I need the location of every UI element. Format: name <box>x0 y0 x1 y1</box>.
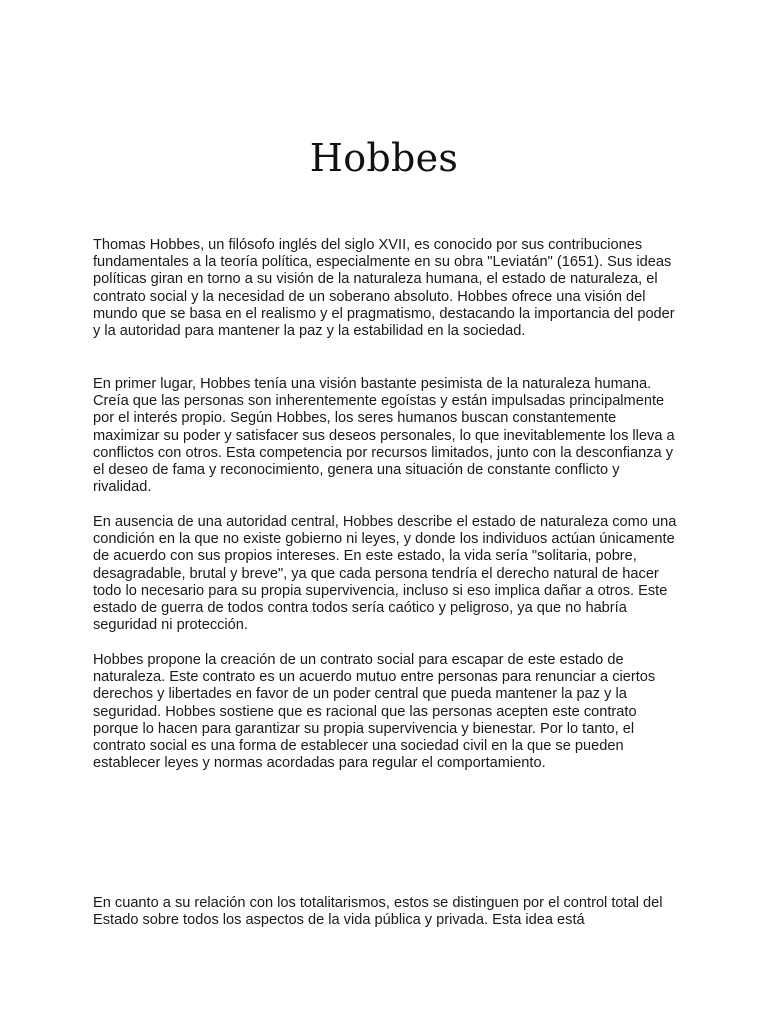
paragraph-4: Hobbes propone la creación de un contrato social para escapar de este estado de naturaleza. Este contrato es un acuerdo mutuo entre personas para renunciar a ciertos derechos y libertades en favor de un poder central que pueda mantener la paz y la seguridad. Hobbes sostiene que es racional que las personas acepten este contrato porque lo hacen para garantizar su propia supervivencia y bienestar. Por lo tanto, el contrato social es una forma de establecer una sociedad civil en la que se pueden establecer leyes y normas acordadas para regular el comportamiento. <box>93 652 656 772</box>
paragraph-5: En cuanto a su relación con los totalitarismos, estos se distinguen por el control total del Estado sobre todos los aspectos de la vida pública y privada. Esta idea está <box>93 895 663 929</box>
paragraph-2: En primer lugar, Hobbes tenía una visión bastante pesimista de la naturaleza humana. Creía que las personas son inherentemente egoístas y están impulsadas principalmente por el interés propio. Según Hobbes, los seres humanos buscan constantemente maximizar su poder y satisfacer sus deseos personales, lo que inevitablemente los lleva a conflictos con otros. Esta competencia por recursos limitados, junto con la desconfianza y el deseo de fama y reconocimiento, genera una situación de constante conflicto y rivalidad. <box>93 376 675 496</box>
document-title: Hobbes <box>309 136 459 180</box>
paragraph-1: Thomas Hobbes, un filósofo inglés del siglo XVII, es conocido por sus contribuciones fundamentales a la teoría política, especialmente en su obra "Leviatán" (1651). Sus ideas políticas giran en torno a su visión de la naturaleza humana, el estado de naturaleza, el contrato social y la necesidad de un soberano absoluto. Hobbes ofrece una visión del mundo que se basa en el realismo y el pragmatismo, destacando la importancia del poder y la autoridad para mantener la paz y la estabilidad en la sociedad. <box>93 237 675 340</box>
paragraph-3: En ausencia de una autoridad central, Hobbes describe el estado de naturaleza como una condición en la que no existe gobierno ni leyes, y donde los individuos actúan únicamente de acuerdo con sus propios intereses. En este estado, la vida sería "solitaria, pobre, desagradable, brutal y breve", ya que cada persona tendría el derecho natural de hacer todo lo necesario para su propia supervivencia, incluso si eso implica dañar a otros. Este estado de guerra de todos contra todos sería caótico y peligroso, ya que no habría seguridad ni protección. <box>93 514 677 634</box>
